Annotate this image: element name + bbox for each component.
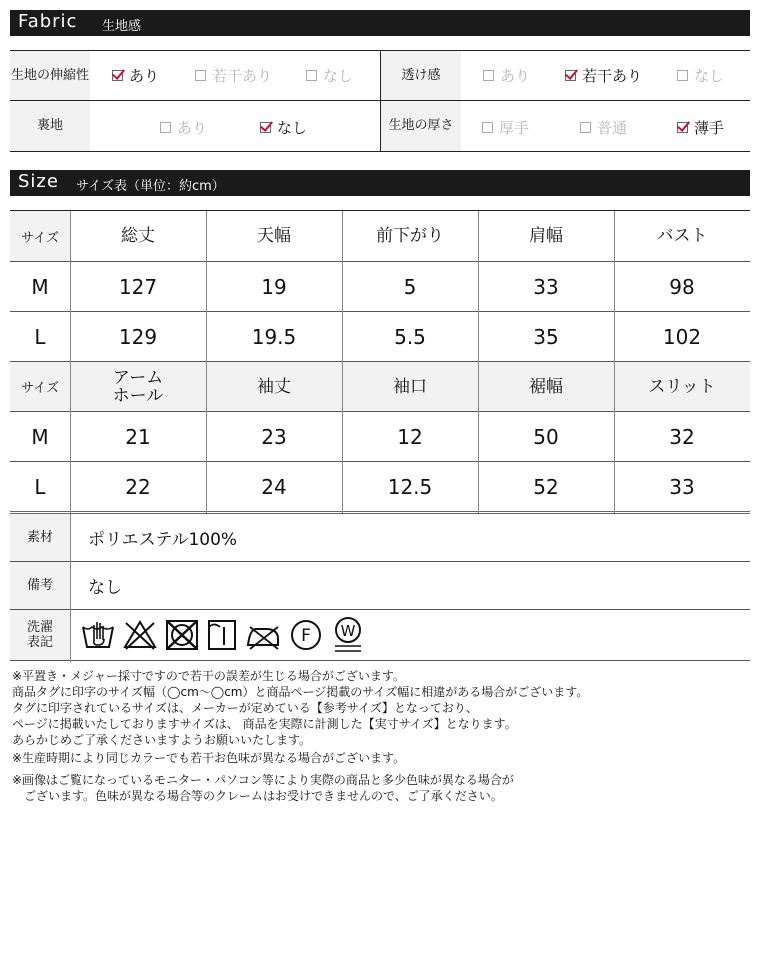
fabric-section-header [10,10,750,36]
table-cell: 19.5 [251,324,297,349]
line-dry-icon [206,617,238,653]
checkbox-icon [580,122,591,133]
table-cell: 12 [397,424,423,449]
iron-low-icon [244,617,282,653]
checkbox-icon [195,70,206,81]
col-header: 総丈 [70,211,206,261]
sheer-option-yes[interactable]: あり [483,65,530,86]
table-cell: 98 [669,274,695,299]
col-header: スリット [648,376,716,397]
checkbox-icon [677,70,688,81]
size-table [10,210,750,499]
table-cell: 23 [261,424,287,449]
fabric-table [10,50,750,152]
note-line: ※生産時期により同じカラーでも若干お色味が異なる場合がございます。 [12,751,406,765]
wetclean-letter: W [340,622,356,640]
note-line: あらかじめご了承くださいますようお願いいたします。 [12,733,312,747]
stretch-option-slight[interactable]: 若干あり [195,65,272,86]
divider [614,211,615,513]
material-label: 素材 [10,514,70,561]
size-title-en: Size [18,171,59,192]
lining-label: 裏地 [10,101,90,151]
table-row [10,412,750,462]
table-cell: 19 [261,274,287,299]
size-row-label: サイズ [21,381,59,396]
checkbox-checked-icon [565,70,576,81]
stretch-option-yes[interactable]: あり [112,65,159,86]
checkbox-icon [160,122,171,133]
note-line: ございます。色味が異なる場合等のクレームはお受けできませんので、ご了承ください。 [12,789,503,803]
checkbox-icon [482,122,493,133]
table-row [10,312,750,362]
sheer-option-slight[interactable]: 若干あり [565,65,642,86]
sheer-option-no[interactable]: なし [677,65,724,86]
note-line: ※画像はご覧になっているモニター・パソコン等により実際の商品と多少色味が異なる場合が [12,773,514,787]
remarks-label: 備考 [10,562,70,609]
size-row-label: サイズ [21,230,59,246]
table-cell: 50 [533,424,559,449]
thickness-option-thin[interactable]: 薄手 [677,117,724,138]
table-row [10,462,750,514]
table-cell: 52 [533,474,559,499]
divider [70,211,71,513]
col-header: 裾幅 [529,376,563,397]
divider [478,211,479,513]
fabric-title-en: Fabric [18,11,78,32]
table-cell: 12.5 [387,474,433,499]
size-name: L [34,474,46,499]
col-header: 天幅 [206,211,342,261]
care-icons [80,615,366,655]
dryclean-f-icon [288,617,324,653]
lining-option-yes[interactable]: あり [160,117,207,138]
table-cell: 22 [125,474,151,499]
hand-wash-icon [80,617,116,653]
wetclean-w-icon [330,615,366,655]
col-header: 袖口 [393,376,427,397]
no-tumble-dry-icon [164,617,200,653]
remarks-row [10,562,750,610]
size-name: L [34,324,46,349]
checkbox-checked-icon [260,122,271,133]
fabric-title-ja: 生地感 [102,19,142,34]
table-cell: 127 [118,274,158,299]
table-cell: 33 [533,274,559,299]
note-line: ※平置き・メジャー採寸ですので若干の誤差が生じる場合がございます。 [12,669,405,683]
note-line: タグに印字されているサイズは、メーカーが定めている【参考サイズ】となっており、 [12,701,478,715]
table-cell: 35 [533,324,559,349]
size-section-header [10,170,750,196]
checkbox-icon [483,70,494,81]
size-name: M [31,274,49,299]
remarks-value: なし [88,578,122,598]
size-header-row [10,362,750,412]
col-header: バスト [614,211,750,261]
divider [206,211,207,513]
lining-option-no[interactable]: なし [260,117,307,138]
col-header: 袖丈 [257,376,291,397]
thickness-option-thick[interactable]: 厚手 [482,117,529,138]
table-cell: 5 [403,274,417,299]
table-cell: 5.5 [394,324,426,349]
col-header: アーム ホール [112,367,164,406]
checkbox-checked-icon [677,122,688,133]
table-cell: 129 [118,324,158,349]
dryclean-letter: F [301,626,311,646]
table-row [10,262,750,312]
table-cell: 24 [261,474,287,499]
material-row [10,514,750,562]
notes [12,668,752,804]
size-header-row [10,211,750,262]
table-cell: 32 [669,424,695,449]
stretch-option-no[interactable]: なし [306,65,353,86]
size-title-ja: サイズ表（単位：約cm） [76,179,225,194]
no-bleach-icon [122,617,158,653]
col-header: 前下がり [342,211,478,261]
thickness-label: 生地の厚さ [381,101,461,151]
table-cell: 102 [662,324,702,349]
care-label: 洗濯 表記 [10,610,70,660]
divider [70,514,71,662]
checkbox-checked-icon [112,70,123,81]
table-cell: 33 [669,474,695,499]
sheer-label: 透け感 [381,51,461,100]
size-name: M [31,424,49,449]
col-header: 肩幅 [478,211,614,261]
table-cell: 21 [125,424,151,449]
material-value: ポリエステル100% [88,530,238,550]
checkbox-icon [306,70,317,81]
note-line: ページに掲載いたしておりますサイズは、 商品を実際に計測した【実寸サイズ】となります。 [12,717,517,731]
stretch-label: 生地の伸縮性 [10,51,90,100]
divider [342,211,343,513]
note-line: 商品タグに印字のサイズ幅（◯cm〜◯cm）と商品ページ掲載のサイズ幅に相違がある場合がございます。 [12,685,589,699]
thickness-option-normal[interactable]: 普通 [580,117,627,138]
